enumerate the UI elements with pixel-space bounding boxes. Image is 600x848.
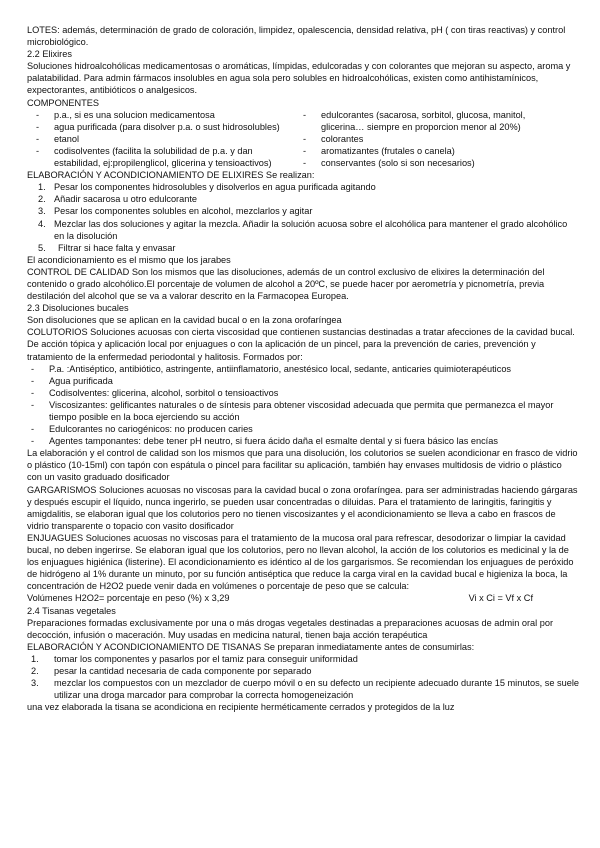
- tisanas-final: una vez elaborada la tisana se acondiciona en recipiente herméticamente cerrados y protegidos de la luz: [27, 702, 455, 713]
- document-page: [27, 24, 579, 713]
- list-item: - Agua purificada: [27, 375, 579, 387]
- componentes-list-right: [299, 109, 571, 169]
- list-item: [27, 665, 579, 677]
- list-item: - Codisolventes: glicerina, alcohol, sorbitol o tensioactivos: [27, 387, 579, 399]
- list-item: - Viscosizantes: gelificantes naturales o de síntesis para obtener viscosidad adecuada que permita que permanezca el mayor tiempo posible en la boca ejerciendo su acción: [27, 399, 579, 423]
- list-item: - Agentes tamponantes: debe tener pH neutro, si fuera ácido daña el esmalte dental y si fuera básico las encías: [27, 435, 579, 447]
- componentes-list-left: [27, 109, 299, 169]
- section-heading-tisanas: 2.4 Tisanas vegetales: [27, 605, 116, 616]
- step-text: Añadir sacarosa u otro edulcorante: [54, 194, 198, 205]
- elaboracion-elixires-label: ELABORACIÓN Y ACONDICIONAMIENTO DE ELIXIRES Se realizan:: [27, 170, 315, 181]
- step-number: 3.: [38, 206, 46, 217]
- elaboracion-tisanas-label: ELABORACIÓN Y ACONDICIONAMIENTO DE TISANAS Se preparan inmediatamente antes de consumirlas:: [27, 641, 475, 652]
- list-item: - P.a. :Antiséptico, antibiótico, astringente, antiinflamatorio, anestésico local, sedante, anticaries quimioterapéuticos: [27, 363, 579, 375]
- colutorios-list: [27, 363, 579, 448]
- list-item: [27, 653, 579, 665]
- list-item: [27, 181, 579, 193]
- step-number: 5.: [38, 242, 46, 253]
- step-text: mezclar los compuestos con un mezclador de cuerpo móvil o en su defecto un recipiente adecuado durante 15 minutos, se suele utilizar una droga marcador para comprobar la correcta homogeneización: [54, 678, 580, 701]
- section-heading-elixires: 2.2 Elixires: [27, 49, 72, 60]
- list-item: - Edulcorantes no cariogénicos: no producen caries: [27, 423, 579, 435]
- list-item: - etanol: [27, 133, 299, 145]
- step-text: tomar los componentes y pasarlos por el tamiz para conseguir uniformidad: [54, 653, 358, 664]
- list-item: - aromatizantes (frutales o canela): [299, 145, 571, 157]
- list-item: - conservantes (solo si son necesarios): [299, 157, 571, 169]
- colutorios-paragraph: COLUTORIOS Soluciones acuosas con cierta viscosidad que contienen sustancias destinadas a tratar afecciones de la cavidad bucal. De acción tópica y aplicación local por enjuagues o con la aplicación de un pincel, para la prevención de caries, prevención y tratamiento de la enfermedad periodontal y halitosis. Formados por:: [27, 327, 575, 362]
- list-item: - colorantes: [299, 133, 571, 145]
- list-item: - p.a., si es una solucion medicamentosa: [27, 109, 299, 121]
- elixires-steps-list: [27, 181, 579, 254]
- tisanas-intro: Preparaciones formadas exclusivamente por una o más drogas vegetales destinadas a preparaciones acuosas de admin oral por decocción, infusión o maceración. Muy usadas en medicina natural, tienen baja acción terapéutica: [27, 617, 554, 640]
- tisanas-steps-list: [27, 653, 579, 701]
- list-item: - edulcorantes (sacarosa, sorbitol, glucosa, manitol, glicerina… siempre en proporcion menor al 20%): [299, 109, 571, 133]
- step-number: 2.: [31, 665, 39, 676]
- formula-row: [27, 592, 579, 604]
- list-item: [27, 218, 579, 242]
- step-text: Pesar los componentes solubles en alcohol, mezclarlos y agitar: [54, 206, 313, 217]
- list-item: - agua purificada (para disolver p.a. o sust hidrosolubles): [27, 121, 299, 133]
- elaboracion-colutorios: La elaboración y el control de calidad son los mismos que para una disolución, los colutorios se suelen acondicionar en frasco de vidrio o plástico (10-15ml) con tapón con espátula o pincel para facilitar su aplicación, también hay envases multidosis de vidrio o plástico con un vasito graduado dosificador: [27, 448, 578, 483]
- step-number: 1.: [38, 182, 46, 193]
- step-text: Mezclar las dos soluciones y agitar la mezcla. Añadir la solución acuosa sobre el alcohólica para mantener el grado alcohólico en la disolución: [54, 218, 568, 241]
- lotes-paragraph: LOTES: además, determinación de grado de coloración, limpidez, opalescencia, densidad relativa, pH ( con tiras reactivas) y control microbiológico.: [27, 25, 566, 48]
- enjuagues-paragraph: ENJUAGUES Soluciones acuosas no viscosas para el tratamiento de la mucosa oral para refrescar, desodorizar o limpiar la cavidad bucal, no deben ingerirse. Se elaboran igual que los colutorios, pero no llevan alcohol, la acción de los colutorios es medicinal y la de los enjuagues higiénica (listerine). El acondicionamiento es idéntico al de los gargarismos. Se recomiendan los enjuagues de peróxido de hidrógeno al 1% durante un minuto, por su función antiséptica que reduce la carga viral en la cavidad bucal e higieniza la boca, la concentración de H2O2 puede venir dada en volúmenes o porcentaje de peso que se calcula:: [27, 532, 574, 592]
- control-calidad-elixires: CONTROL DE CALIDAD Son los mismos que las disoluciones, además de un control exclusivo de elixires la determinación del contenido o grado alcohólico.El porcentaje de volumen de alcohol a 20ºC, se puede hacer por aerometría y picnometría, previa destilación del alcohol que se va a valorar descrito en la Farmacopea Europea.: [27, 266, 545, 302]
- step-number: 1.: [31, 653, 39, 664]
- list-item: [27, 677, 579, 701]
- acondicionamiento-elixires: El acondicionamiento es el mismo que los jarabes: [27, 254, 231, 265]
- step-number: 4.: [38, 218, 46, 229]
- list-item: [27, 193, 579, 205]
- list-item: - codisolventes (facilita la solubilidad de p.a. y dan estabilidad, ej:propilenglicol, glicerina y tensioactivos): [27, 145, 299, 169]
- componentes-label: COMPONENTES: [27, 97, 99, 108]
- elixires-intro: Soluciones hidroalcohólicas medicamentosas o aromáticas, límpidas, edulcoradas y con colorantes que mejoran su aspecto, aroma y palatabilidad. Para admin fármacos insolubles en agua sola pero solubles en hidroalcohólicas, existen como antihistamínicos, expectorantes, antibióticos o analgesicos.: [27, 61, 571, 96]
- gargarismos-paragraph: GARGARISMOS Soluciones acuosas no viscosas para la cavidad bucal o zona orofaríngea. para ser administradas haciendo gárgaras y después escupir el líquido, nunca ingerirlo, se pueden usar concentradas o diluidas. Para el tratamiento de laringitis, faringitis y amigdalitis, se elaboran igual que los colutorios pero no tienen viscosizantes y el acondicionamiento se lleva a cabo en frascos de vidrio transparente o topacio con vasito dosificador: [27, 484, 578, 531]
- step-number: 2.: [38, 194, 46, 205]
- componentes-columns: [27, 109, 579, 169]
- formula-dilucion: Vi x Ci = Vf x Cf: [468, 593, 533, 604]
- bucales-intro: Son disoluciones que se aplican en la cavidad bucal o en la zona orofaríngea: [27, 315, 342, 326]
- step-text: pesar la cantidad necesaria de cada componente por separado: [54, 665, 312, 676]
- step-text: Pesar los componentes hidrosolubles y disolverlos en agua purificada agitando: [54, 182, 376, 193]
- list-item: [27, 242, 579, 254]
- step-number: 3.: [31, 678, 39, 689]
- list-item: [27, 205, 579, 217]
- section-heading-bucales: 2.3 Disoluciones bucales: [27, 303, 129, 314]
- step-text: Filtrar si hace falta y envasar: [58, 242, 176, 253]
- formula-volumenes: Volúmenes H2O2= porcentaje en peso (%) x 3,29: [27, 593, 230, 604]
